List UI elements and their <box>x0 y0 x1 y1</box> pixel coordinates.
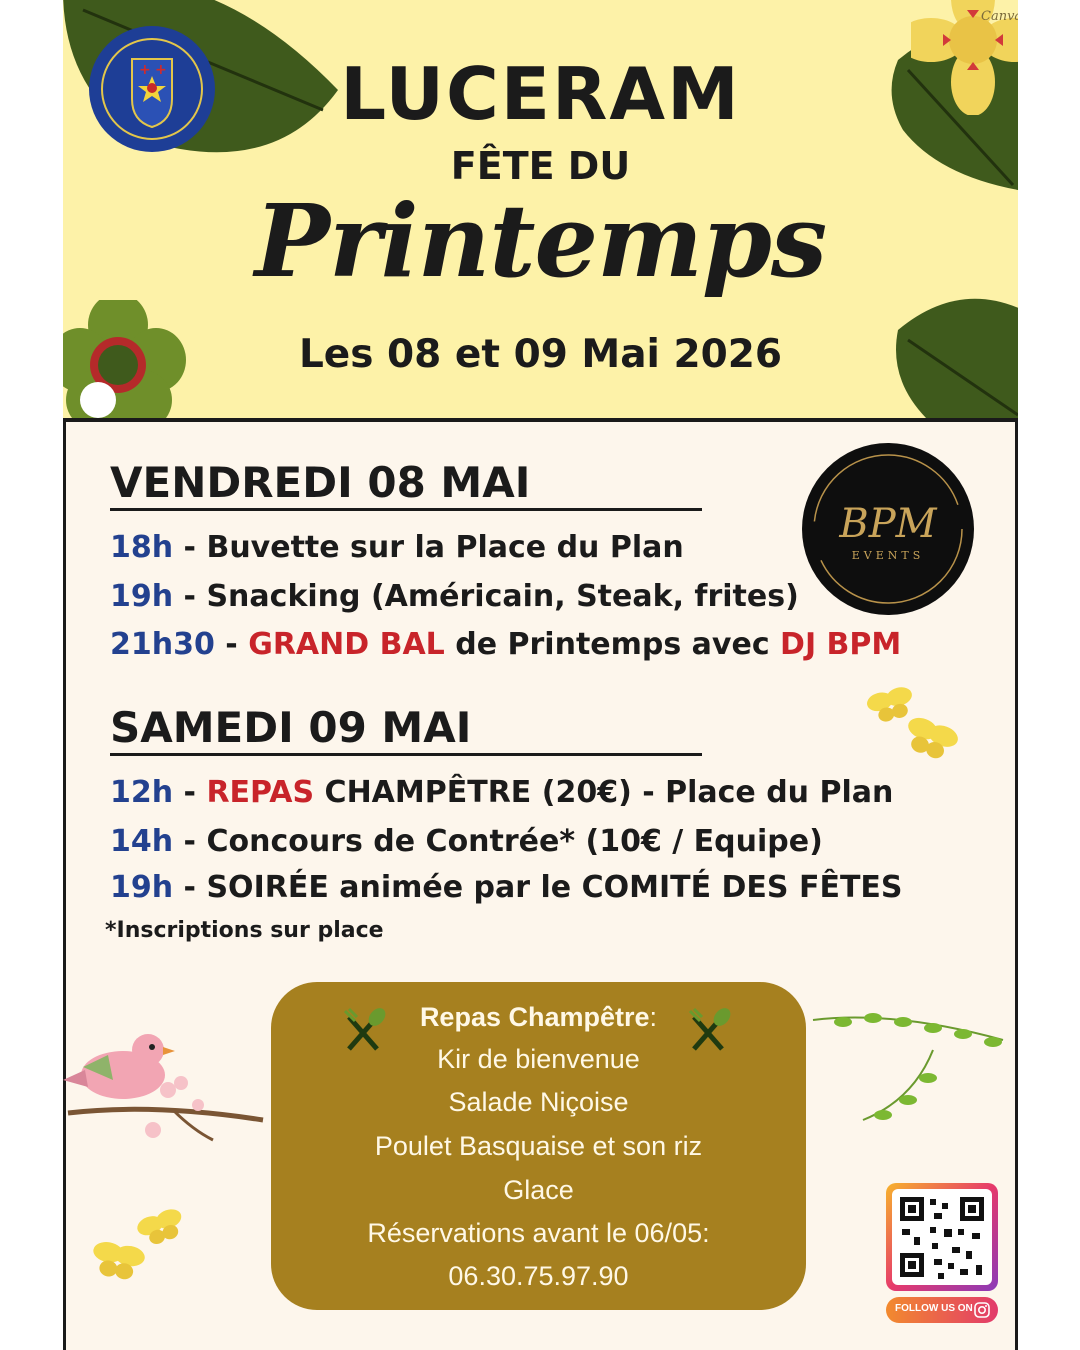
bird-decoration <box>63 1025 268 1155</box>
menu-line: Poulet Basquaise et son riz <box>374 1131 703 1161</box>
menu-line: Kir de bienvenue <box>437 1044 640 1074</box>
svg-text:+: + <box>155 62 167 78</box>
menu-phone: 06.30.75.97.90 <box>448 1261 629 1291</box>
schedule-item: 12h - REPAS CHAMPÊTRE (20€) - Place du Plan <box>110 775 894 810</box>
follow-us-label: FOLLOW US ON <box>895 1303 973 1314</box>
header-section <box>63 0 1023 418</box>
menu-box <box>271 982 806 1310</box>
schedule-item: 21h30 - GRAND BAL de Printemps avec DJ BPM <box>110 627 902 662</box>
butterfly-icon <box>93 1205 193 1295</box>
schedule-item: 18h - Buvette sur la Place du Plan <box>110 530 684 565</box>
event-title: Printemps <box>254 182 827 300</box>
bpm-events-logo <box>801 442 976 617</box>
bpm-logo-main: BPM <box>839 501 937 547</box>
schedule-item: 14h - Concours de Contrée* (10€ / Equipe) <box>110 824 823 859</box>
qr-code[interactable] <box>892 1189 992 1285</box>
day1-heading: VENDREDI 08 MAI <box>110 458 531 507</box>
canva-mark: Canva <box>981 9 1023 24</box>
divider <box>110 508 702 511</box>
bpm-logo-sub: EVENTS <box>851 549 925 562</box>
schedule-item: 19h - SOIRÉE animée par le COMITÉ DES FÊTES <box>110 870 903 905</box>
vine-decoration <box>803 1000 1018 1145</box>
follow-us-button[interactable] <box>886 1297 998 1323</box>
footnote: *Inscriptions sur place <box>105 918 384 943</box>
event-dates: Les 08 et 09 Mai 2026 <box>298 332 783 377</box>
schedule-item: 19h - Snacking (Américain, Steak, frites) <box>110 579 799 614</box>
butterfly-icon <box>863 680 963 770</box>
menu-line: Glace <box>503 1175 574 1205</box>
event-subtitle: FÊTE DU <box>450 144 631 188</box>
menu-line: Réservations avant le 06/05: <box>367 1218 710 1248</box>
qr-code-block[interactable] <box>886 1183 998 1325</box>
menu-title: Repas Champêtre: <box>419 1002 658 1032</box>
poster <box>63 0 1023 1350</box>
svg-text:+: + <box>139 62 151 78</box>
instagram-icon <box>974 1302 990 1318</box>
menu-line: Salade Niçoise <box>448 1087 629 1117</box>
day2-heading: SAMEDI 09 MAI <box>110 703 472 752</box>
divider <box>110 753 702 756</box>
town-title: LUCERAM <box>340 52 741 136</box>
